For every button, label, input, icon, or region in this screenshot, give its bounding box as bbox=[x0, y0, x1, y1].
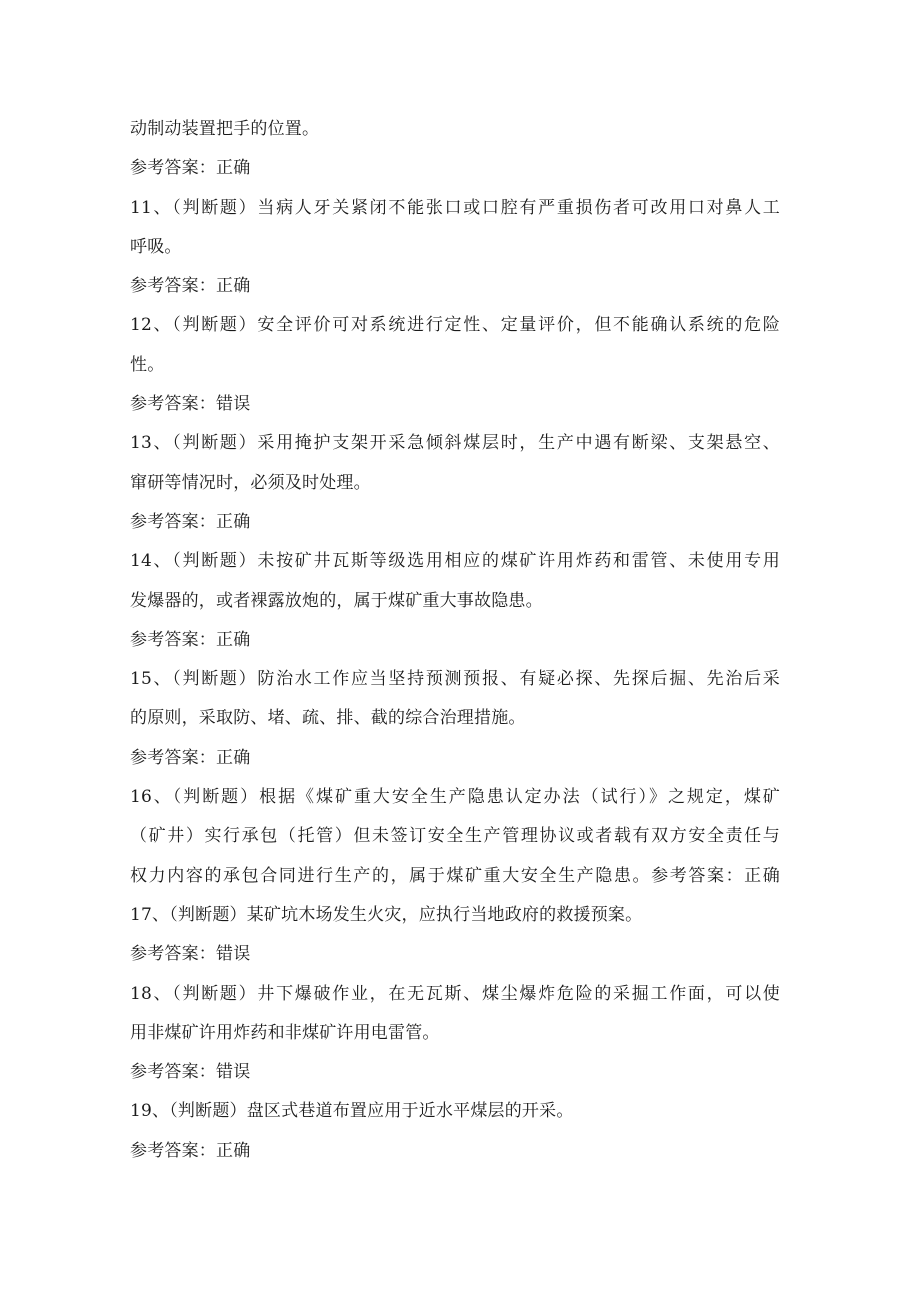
document-page bbox=[130, 110, 780, 1171]
answer-15: 参考答案：正确 bbox=[130, 747, 251, 768]
question-16-line-2: （矿井）实行承包（托管）但未签订安全生产管理协议或者载有双方安全责任与 bbox=[130, 826, 780, 847]
question-19: 19、（判断题）盘区式巷道布置应用于近水平煤层的开采。 bbox=[130, 1101, 574, 1122]
answer-19: 参考答案：正确 bbox=[130, 1140, 251, 1161]
answer-11: 参考答案：正确 bbox=[130, 276, 251, 297]
question-12-line-1: 12、（判断题）安全评价可对系统进行定性、定量评价，但不能确认系统的危险 bbox=[130, 315, 780, 336]
question-13-line-1: 13、（判断题）采用掩护支架开采急倾斜煤层时，生产中遇有断梁、支架悬空、 bbox=[130, 433, 780, 454]
question-15-line-2: 的原则，采取防、堵、疏、排、截的综合治理措施。 bbox=[130, 708, 526, 729]
question-16-line-1: 16、（判断题）根据《煤矿重大安全生产隐患认定办法（试行）》之规定，煤矿 bbox=[130, 787, 780, 808]
question-17: 17、（判断题）某矿坑木场发生火灾，应执行当地政府的救援预案。 bbox=[130, 904, 643, 925]
question-18-line-1: 18、（判断题）井下爆破作业，在无瓦斯、煤尘爆炸危险的采掘工作面，可以使 bbox=[130, 983, 780, 1004]
question-11-line-1: 11、（判断题）当病人牙关紧闭不能张口或口腔有严重损伤者可改用口对鼻人工 bbox=[130, 197, 780, 218]
answer-12: 参考答案：错误 bbox=[130, 394, 251, 415]
question-12-line-2: 性。 bbox=[130, 354, 165, 375]
answer-10: 参考答案：正确 bbox=[130, 158, 251, 179]
question-13-line-2: 窜研等情况时，必须及时处理。 bbox=[130, 472, 371, 493]
answer-17: 参考答案：错误 bbox=[130, 944, 251, 965]
answer-14: 参考答案：正确 bbox=[130, 629, 251, 650]
question-11-line-2: 呼吸。 bbox=[130, 236, 182, 257]
answer-13: 参考答案：正确 bbox=[130, 511, 251, 532]
question-14-line-2: 发爆器的，或者裸露放炮的，属于煤矿重大事故隐患。 bbox=[130, 590, 543, 611]
question-15-line-1: 15、（判断题）防治水工作应当坚持预测预报、有疑必探、先探后掘、先治后采 bbox=[130, 669, 780, 690]
question-10-continuation: 动制动装置把手的位置。 bbox=[130, 119, 320, 139]
question-14-line-1: 14、（判断题）未按矿井瓦斯等级选用相应的煤矿许用炸药和雷管、未使用专用 bbox=[130, 551, 780, 572]
answer-18: 参考答案：错误 bbox=[130, 1062, 251, 1083]
question-18-line-2: 用非煤矿许用炸药和非煤矿许用电雷管。 bbox=[130, 1022, 440, 1043]
question-16-line-3-with-answer: 权力内容的承包合同进行生产的，属于煤矿重大安全生产隐患。参考答案：正确 bbox=[130, 865, 780, 886]
